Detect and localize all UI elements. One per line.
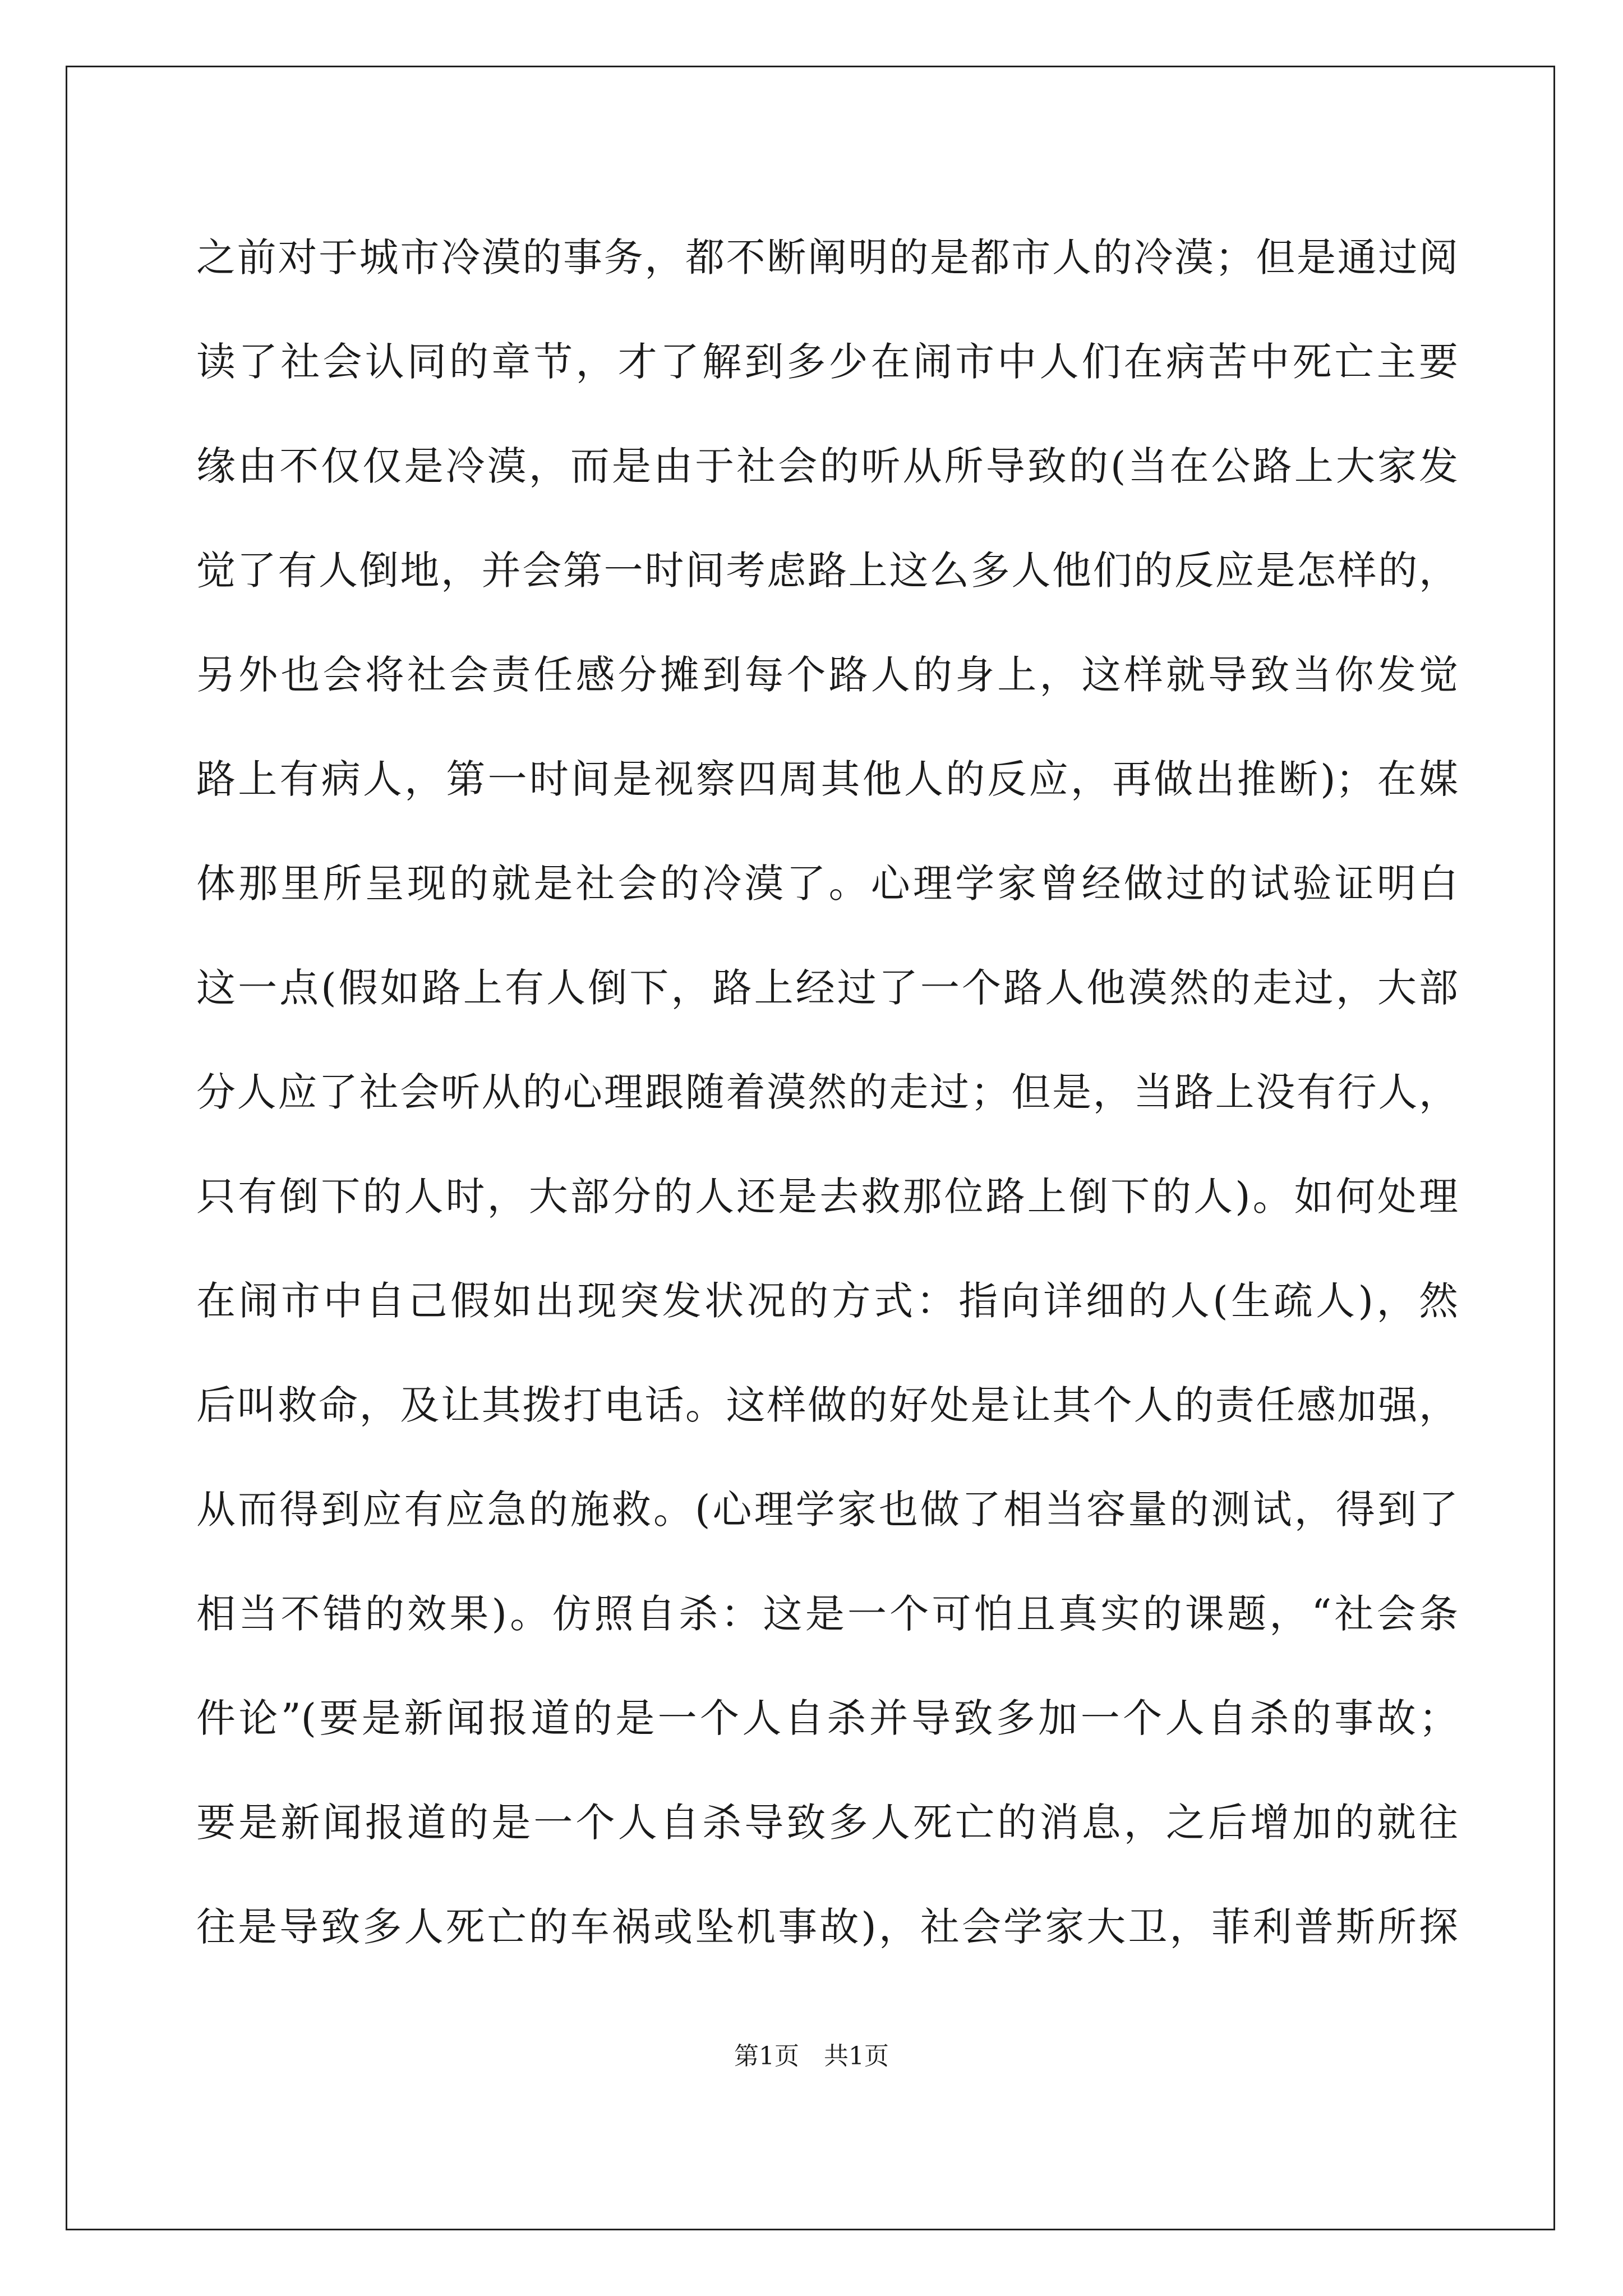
text-line: 这一点(假如路上有人倒下，路上经过了一个路人他漠然的走过，大部 xyxy=(196,965,1458,1011)
text-line: 分人应了社会听从的心理跟随着漠然的走过；但是，当路上没有行人， xyxy=(196,1069,1458,1115)
page-footer xyxy=(0,2040,1623,2073)
text-line: 件论”(要是新闻报道的是一个人自杀并导致多加一个人自杀的事故； xyxy=(196,1695,1458,1741)
text-line: 后叫救命，及让其拨打电话。这样做的好处是让其个人的责任感加强， xyxy=(196,1382,1458,1428)
text-line: 在闹市中自己假如出现突发状况的方式：指向详细的人(生疏人)，然 xyxy=(196,1278,1458,1324)
document-body xyxy=(196,205,1458,1979)
text-line: 缘由不仅仅是冷漠，而是由于社会的听从所导致的(当在公路上大家发 xyxy=(196,443,1458,489)
text-line: 只有倒下的人时，大部分的人还是去救那位路上倒下的人)。如何处理 xyxy=(196,1174,1458,1220)
text-line: 体那里所呈现的就是社会的冷漠了。心理学家曾经做过的试验证明白 xyxy=(196,861,1458,907)
text-line: 路上有病人，第一时间是视察四周其他人的反应，再做出推断)；在媒 xyxy=(196,756,1458,802)
text-line: 觉了有人倒地，并会第一时间考虑路上这么多人他们的反应是怎样的， xyxy=(196,547,1458,593)
text-line: 读了社会认同的章节，才了解到多少在闹市中人们在病苦中死亡主要 xyxy=(196,339,1458,385)
text-line: 相当不错的效果)。仿照自杀：这是一个可怕且真实的课题，“社会条 xyxy=(196,1591,1458,1637)
text-line: 另外也会将社会责任感分摊到每个路人的身上，这样就导致当你发觉 xyxy=(196,652,1458,698)
text-line: 之前对于城市冷漠的事务，都不断阐明的是都市人的冷漠；但是通过阅 xyxy=(196,234,1458,280)
text-line: 往是导致多人死亡的车祸或坠机事故)，社会学家大卫，菲利普斯所探 xyxy=(196,1904,1458,1950)
page-number: 第1页 共1页 xyxy=(734,2042,889,2070)
text-line: 要是新闻报道的是一个人自杀导致多人死亡的消息，之后增加的就往 xyxy=(196,1800,1458,1846)
text-line: 从而得到应有应急的施救。(心理学家也做了相当容量的测试，得到了 xyxy=(196,1487,1458,1533)
